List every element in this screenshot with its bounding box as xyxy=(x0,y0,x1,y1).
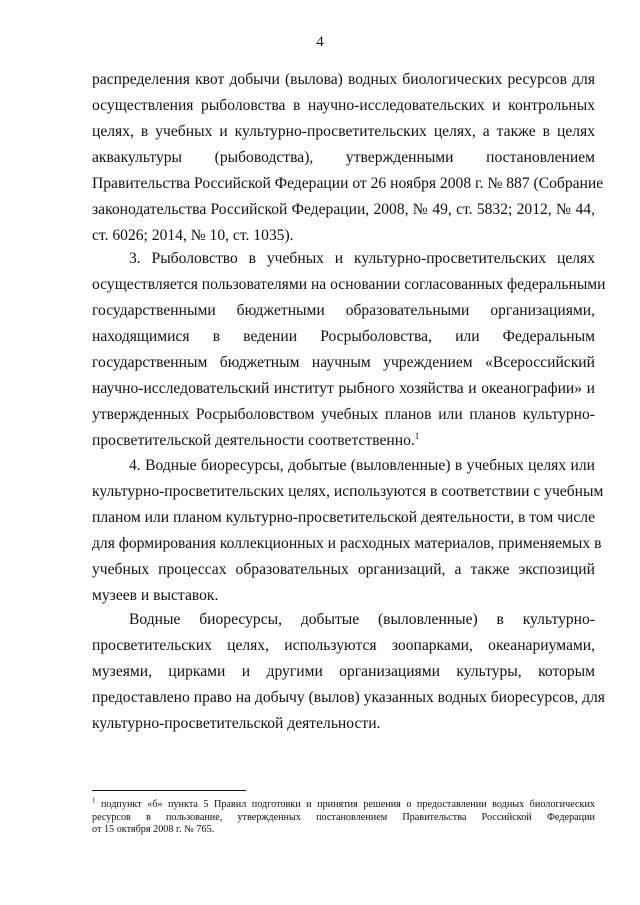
text-line: распределения квот добычи (вылова) водных биологических ресурсов для xyxy=(92,71,595,88)
text-line: осуществления рыболовства в научно-исследовательских и контрольных xyxy=(92,97,595,114)
paragraph-cultural-use xyxy=(92,607,605,737)
text-line: Водные биоресурсы, добытые (выловленные) в культурно- xyxy=(129,611,595,628)
text-line: культурно-просветительских целях, используются в соответствии с учебным xyxy=(92,483,604,500)
text-line: законодательства Российской Федерации, 2008, № 49, ст. 5832; 2012, № 44, xyxy=(92,201,595,218)
text-line-with-footnote xyxy=(92,428,595,454)
text-line: целях, в учебных и культурно-просветительских целях, а также в целях xyxy=(92,123,595,140)
text-line: культурно-просветительской деятельности. xyxy=(92,715,381,732)
text-line: предоставлено право на добычу (вылов) указанных водных биоресурсов, для xyxy=(92,689,605,706)
text-line: музеями, цирками и другими организациями культуры, которым xyxy=(92,663,595,680)
text-line: просветительской деятельности соответственно. xyxy=(92,432,415,449)
paragraph-continuation xyxy=(92,67,604,249)
text-line: 4. Водные биоресурсы, добытые (выловленные) в учебных целях или xyxy=(129,457,595,474)
footnote-text: подпункт «б» пункта 5 Правил подготовки и принятия решения о предоставлении водных биологических xyxy=(100,799,595,810)
footnote-marker: 1 xyxy=(92,796,96,805)
text-line: научно-исследовательский институт рыбного хозяйства и океанографии» и xyxy=(92,380,595,397)
footnote-line xyxy=(92,796,595,812)
paragraph-item-3 xyxy=(92,246,606,454)
footnote-line: ресурсов в пользование, утвержденных постановлением Правительства Российской Федерации xyxy=(92,811,595,823)
text-line: утвержденных Росрыболовством учебных планов или планов культурно- xyxy=(92,406,595,423)
text-line: аквакультуры (рыбоводства), утвержденными постановлением xyxy=(92,149,595,166)
text-line: осуществляется пользователями на основании согласованных федеральными xyxy=(92,276,606,293)
text-line: планом или планом культурно-просветительской деятельности, в том числе xyxy=(92,509,595,526)
text-line: Правительства Российской Федерации от 26 ноября 2008 г. № 887 (Собрание xyxy=(92,175,604,192)
text-line: ст. 6026; 2014, № 10, ст. 1035). xyxy=(92,227,294,244)
footnote-separator xyxy=(92,790,246,791)
text-line: учебных процессах образовательных организаций, а также экспозиций xyxy=(92,561,595,578)
footnote xyxy=(92,796,595,837)
text-line: находящимися в ведении Росрыболовства, или Федеральным xyxy=(92,328,595,345)
text-line: для формирования коллекционных и расходных материалов, применяемых в xyxy=(92,535,602,552)
footnote-line: от 15 октября 2008 г. № 765. xyxy=(92,824,215,835)
text-line: государственными бюджетными образовательными организациями, xyxy=(92,302,595,319)
text-line: просветительских целях, используются зоопарками, океанариумами, xyxy=(92,637,595,654)
footnote-reference[interactable]: 1 xyxy=(414,430,420,441)
page-number: 4 xyxy=(316,34,324,50)
text-line: музеев и выставок. xyxy=(92,587,219,604)
text-line: 3. Рыболовство в учебных и культурно-просветительских целях xyxy=(129,250,595,267)
text-line: государственным бюджетным научным учреждением «Всероссийский xyxy=(92,354,595,371)
paragraph-item-4 xyxy=(92,453,604,609)
